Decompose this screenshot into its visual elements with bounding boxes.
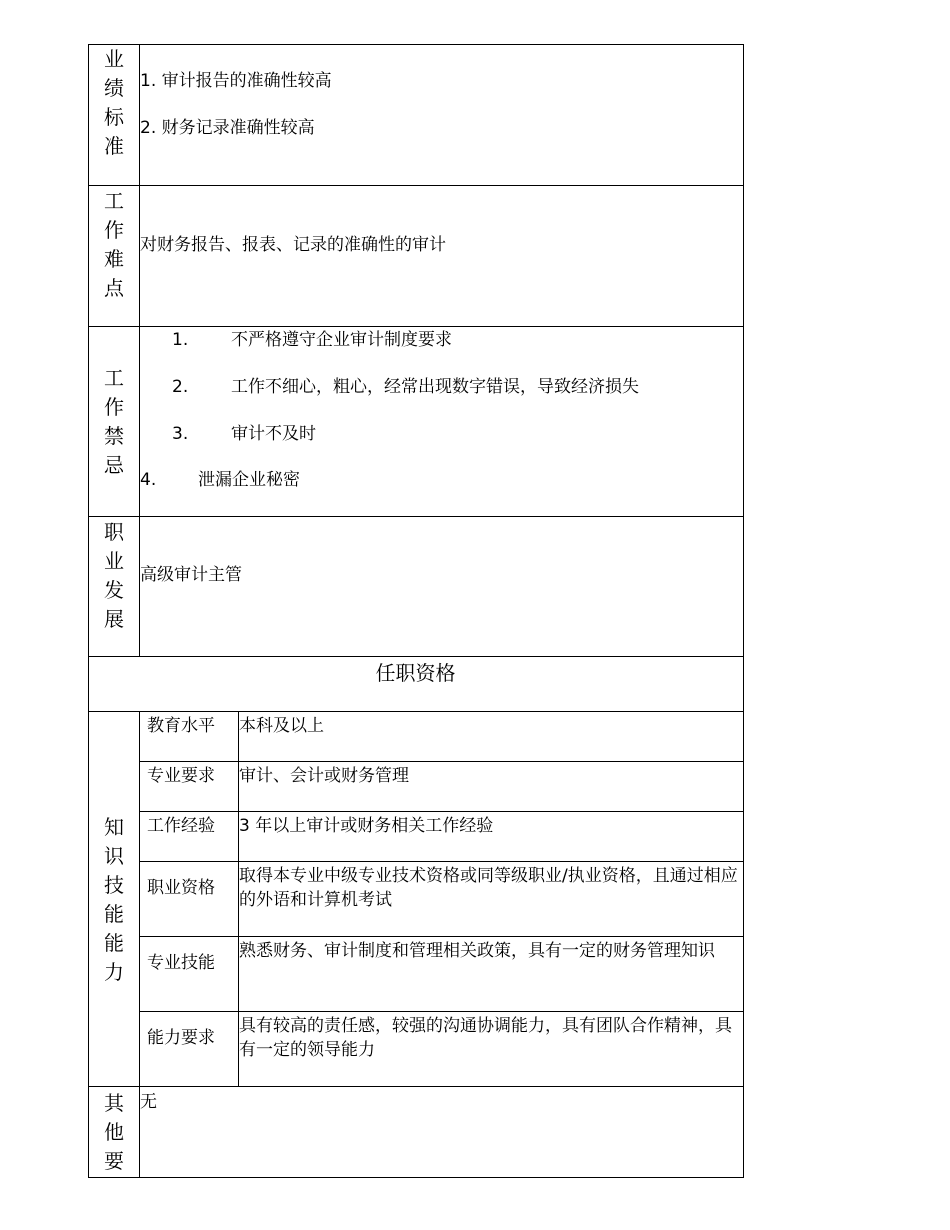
row-divider xyxy=(139,811,744,812)
taboo-num-2: 2. xyxy=(172,377,189,397)
knowledge-value-certification: 取得本专业中级专业技术资格或同等级职业/执业资格，且通过相应的外语和计算机考试 xyxy=(239,866,738,910)
table-border xyxy=(88,44,744,1178)
knowledge-value-ability: 具有较高的责任感，较强的沟通协调能力，具有团队合作精神，具有一定的领导能力 xyxy=(239,1016,732,1060)
other-text: 无 xyxy=(140,1092,157,1112)
taboo-num-1: 1. xyxy=(172,330,189,350)
knowledge-label: 知识技能能力 xyxy=(104,814,124,984)
knowledge-value-experience: 3 年以上审计或财务相关工作经验 xyxy=(239,816,494,836)
taboo-text-3: 审计不及时 xyxy=(231,424,316,444)
knowledge-key-skills: 专业技能 xyxy=(147,953,215,973)
knowledge-key-ability: 能力要求 xyxy=(147,1028,215,1048)
career-text: 高级审计主管 xyxy=(140,565,242,585)
taboo-text-4: 泄漏企业秘密 xyxy=(198,470,300,490)
difficulty-text: 对财务报告、报表、记录的准确性的审计 xyxy=(140,235,446,255)
knowledge-value-major: 审计、会计或财务管理 xyxy=(239,766,409,786)
performance-item-1: 1. 审计报告的准确性较高 xyxy=(140,71,332,91)
taboo-text-2: 工作不细心，粗心，经常出现数字错误，导致经济损失 xyxy=(231,377,639,397)
row-divider xyxy=(88,326,744,327)
knowledge-value-skills: 熟悉财务、审计制度和管理相关政策，具有一定的财务管理知识 xyxy=(239,941,715,961)
difficulty-label: 工作难点 xyxy=(104,189,124,300)
knowledge-key-major: 专业要求 xyxy=(147,766,215,786)
knowledge-value-education: 本科及以上 xyxy=(239,716,324,736)
taboo-text-1: 不严格遵守企业审计制度要求 xyxy=(231,330,452,350)
knowledge-key-experience: 工作经验 xyxy=(147,816,215,836)
row-divider xyxy=(88,711,744,712)
row-divider xyxy=(88,185,744,186)
knowledge-key-certification: 职业资格 xyxy=(147,878,215,898)
performance-item-2: 2. 财务记录准确性较高 xyxy=(140,118,315,138)
row-divider xyxy=(139,1011,744,1012)
taboo-num-4: 4. xyxy=(140,470,157,490)
row-divider xyxy=(139,936,744,937)
row-divider xyxy=(139,761,744,762)
row-divider xyxy=(88,1086,744,1087)
row-divider xyxy=(139,861,744,862)
taboos-label: 工作禁忌 xyxy=(104,366,124,477)
row-divider xyxy=(88,656,744,657)
other-label: 其他要 xyxy=(104,1091,124,1173)
knowledge-key-education: 教育水平 xyxy=(147,716,215,736)
performance-label: 业绩标准 xyxy=(104,47,124,158)
qualification-title: 任职资格 xyxy=(375,661,456,685)
taboo-num-3: 3. xyxy=(172,424,189,444)
row-divider xyxy=(88,516,744,517)
career-label: 职业发展 xyxy=(104,520,124,631)
